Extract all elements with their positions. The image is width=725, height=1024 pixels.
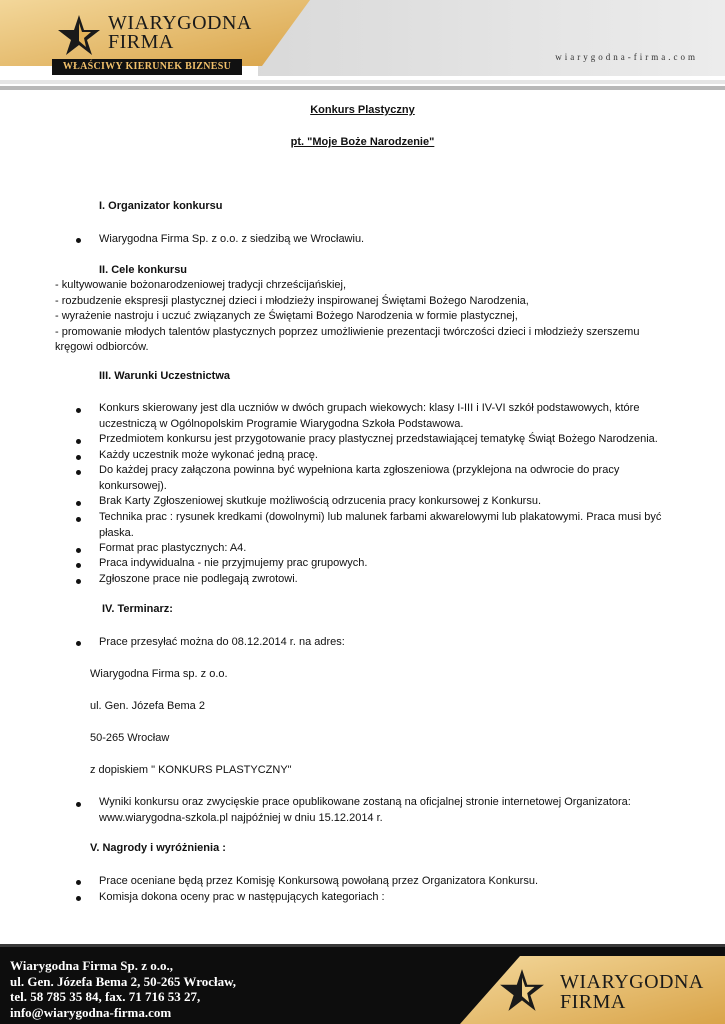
bullet-dot-icon	[76, 563, 81, 568]
bullet-dot-icon	[76, 641, 81, 646]
condition-item: Do każdej pracy załączona powinna być wypełniona karta zgłoszeniowa (przyklejona na odwrocie do pracy konkursowej).	[99, 464, 620, 492]
footer-email[interactable]: info@wiarygodna-firma.com	[10, 1004, 172, 1020]
header-website-link[interactable]: wiarygodna-firma.com	[555, 52, 698, 62]
condition-item: Format prac plastycznych: A4.	[99, 542, 247, 554]
header-tagline: WŁAŚCIWY KIERUNEK BIZNESU	[52, 59, 242, 75]
header-logo-line2: FIRMA	[108, 31, 174, 53]
section-heading-awards: V. Nagrody i wyróżnienia :	[90, 842, 226, 854]
header-logo-text[interactable]	[108, 14, 252, 52]
bullet-dot-icon	[76, 517, 81, 522]
bullet-dot-icon	[76, 896, 81, 901]
awards-item: Komisja dokona oceny prac w następujących kategoriach :	[99, 891, 385, 903]
bullet-dot-icon	[76, 455, 81, 460]
organizer-item: Wiarygodna Firma Sp. z o.o. z siedzibą we Wrocławiu.	[99, 233, 365, 245]
document-subtitle: pt. "Moje Boże Narodzenie"	[290, 136, 435, 148]
section-heading-goals: II. Cele konkursu	[99, 264, 188, 276]
footer-logo-line2: FIRMA	[560, 991, 626, 1013]
goals-list	[55, 278, 675, 356]
condition-item: Konkurs skierowany jest dla uczniów w dwóch grupach wiekowych: klasy I-III i IV-VI szkół podstawowych, które uczestniczą w Ogólnopolskim Programie Wiarygodna Szkoła Podstawowa.	[99, 402, 640, 430]
footer-address: ul. Gen. Józefa Bema 2, 50-265 Wrocław,	[10, 973, 237, 989]
goal-line: - rozbudzenie ekspresji plastycznej dzieci i młodzieży inspirowanej Świętami Bożego Narodzenia,	[55, 294, 529, 307]
address-street: ul. Gen. Józefa Bema 2	[90, 700, 205, 712]
bullet-dot-icon	[76, 501, 81, 506]
header-logo-line1: WIARYGODNA	[108, 12, 252, 34]
bullet-dot-icon	[76, 408, 81, 413]
section-heading-schedule: IV. Terminarz:	[102, 603, 173, 615]
footer-logo-text[interactable]	[560, 972, 704, 1012]
bullet-dot-icon	[76, 802, 81, 807]
star-logo-icon	[56, 13, 102, 57]
page-footer	[0, 944, 725, 1024]
condition-item: Przedmiotem konkursu jest przygotowanie pracy plastycznej przedstawiającej tematykę Świąt Bożego Narodzenia.	[99, 433, 658, 445]
bullet-dot-icon	[76, 439, 81, 444]
page-header	[0, 0, 725, 90]
goal-line: - promowanie młodych talentów plastycznych poprzez umożliwienie prezentacji twórczości dzieci i młodzieży szerszemu	[55, 325, 640, 338]
bullet-dot-icon	[76, 579, 81, 584]
goal-line: kręgowi odbiorców.	[55, 341, 149, 353]
awards-item: Prace oceniane będą przez Komisję Konkursową powołaną przez Organizatora Konkursu.	[99, 875, 539, 887]
goal-line: - kultywowanie bożonarodzeniowej tradycji chrześcijańskiej,	[55, 279, 347, 291]
condition-item: Technika prac : rysunek kredkami (dowolnymi) lub malunek farbami akwarelowymi lub plakatowymi. Praca musi być płaska.	[99, 511, 662, 539]
bullet-dot-icon	[76, 548, 81, 553]
footer-phone: tel. 58 785 35 84, fax. 71 716 53 27,	[10, 989, 201, 1004]
condition-item: Zgłoszone prace nie podlegają zwrotowi.	[99, 573, 298, 585]
bullet-dot-icon	[76, 238, 81, 243]
condition-item: Praca indywidualna - nie przyjmujemy prac grupowych.	[99, 557, 368, 569]
condition-item: Każdy uczestnik może wykonać jedną pracę.	[99, 449, 318, 461]
document-title: Konkurs Plastyczny	[310, 104, 415, 116]
bullet-dot-icon	[76, 470, 81, 475]
star-logo-icon	[498, 967, 546, 1013]
condition-item: Brak Karty Zgłoszeniowej skutkuje możliwością odrzucenia pracy konkursowej z Konkursu.	[99, 495, 542, 507]
schedule-item: Prace przesyłać można do 08.12.2014 r. na adres:	[99, 636, 345, 648]
goal-line: - wyrażenie nastroju i uczuć związanych ze Świętami Bożego Narodzenia w formie plastycznej,	[55, 310, 518, 322]
bullet-dot-icon	[76, 880, 81, 885]
footer-logo-line1: WIARYGODNA	[560, 971, 704, 993]
address-note: z dopiskiem " KONKURS PLASTYCZNY"	[90, 764, 292, 776]
footer-company: Wiarygodna Firma Sp. z o.o.,	[10, 958, 173, 973]
section-heading-conditions: III. Warunki Uczestnictwa	[99, 370, 231, 382]
section-heading-organizer: I. Organizator konkursu	[99, 200, 223, 212]
footer-contact	[10, 958, 236, 1020]
address-company: Wiarygodna Firma sp. z o.o.	[90, 668, 228, 680]
address-city: 50-265 Wrocław	[90, 732, 170, 744]
results-item: Wyniki konkursu oraz zwycięskie prace opublikowane zostaną na oficjalnej stronie internetowej Organizatora: www.wiarygodna-szkola.pl najpóźniej w dniu 15.12.2014 r.	[99, 796, 631, 824]
